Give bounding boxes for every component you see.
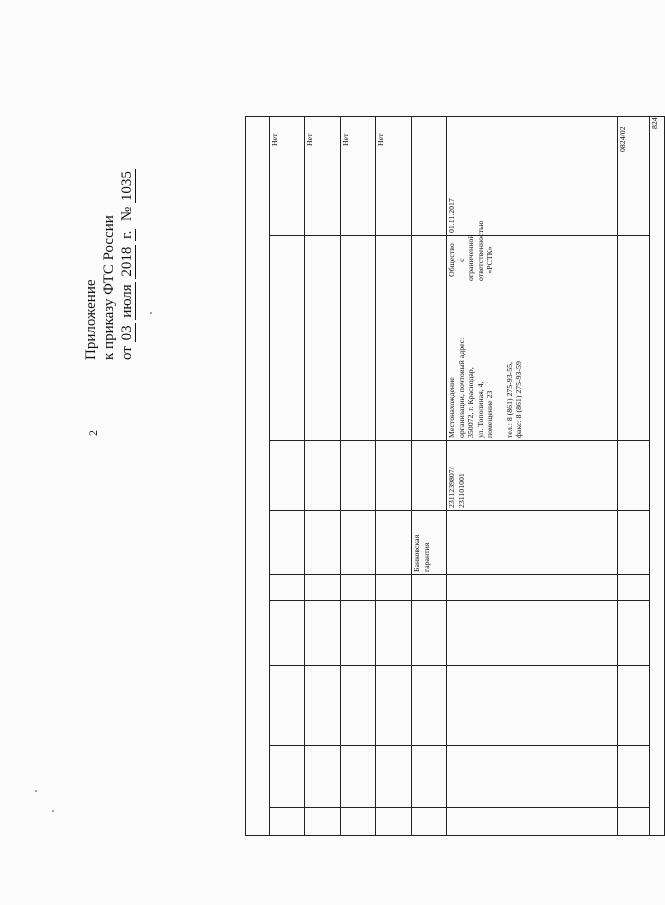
cell-date: 01.11.2017	[447, 198, 456, 233]
cell-guarantee: Банковская гарантия	[412, 534, 431, 572]
date-day: 03	[119, 325, 135, 341]
cell-code: 0824/02	[618, 126, 627, 152]
row-divider	[649, 116, 650, 836]
cell-flag-1: Нет	[376, 133, 385, 146]
cell-inn: 2311239807/ 231101001	[447, 467, 466, 508]
page-number: 2	[86, 430, 100, 436]
scan-speck	[150, 312, 152, 314]
document-header	[82, 30, 142, 360]
cell-row-number: 824	[650, 117, 659, 129]
registry-table	[245, 116, 665, 836]
cell-organization: Общество с ограниченной ответственностью «РСТК»	[447, 220, 495, 281]
date-year: 2018	[119, 246, 135, 277]
cell-flag-3: Нет	[305, 133, 314, 146]
date-year-suffix: г.	[119, 230, 135, 239]
header-line-date	[118, 30, 136, 360]
date-prefix: от	[119, 346, 135, 360]
number-sign: №	[119, 206, 135, 222]
date-month: июля	[119, 284, 135, 318]
header-line-order: к приказу ФТС России	[101, 215, 117, 360]
cell-address: Местонахождение организации, почтовый адрес: 350072, г. Краснодар, ул. Тополиная, 4, помещение 23 тел.: 8 (861) 275-93-55, факс: 8 (861) 275-93-59	[447, 337, 524, 438]
row-divider	[411, 116, 412, 836]
header-line-appendix: Приложение	[83, 279, 99, 360]
order-number: 1035	[119, 171, 135, 202]
scan-speck	[52, 810, 54, 812]
cell-flag-4: Нет	[270, 133, 279, 146]
cell-flag-2: Нет	[341, 133, 350, 146]
scan-speck	[35, 790, 37, 792]
